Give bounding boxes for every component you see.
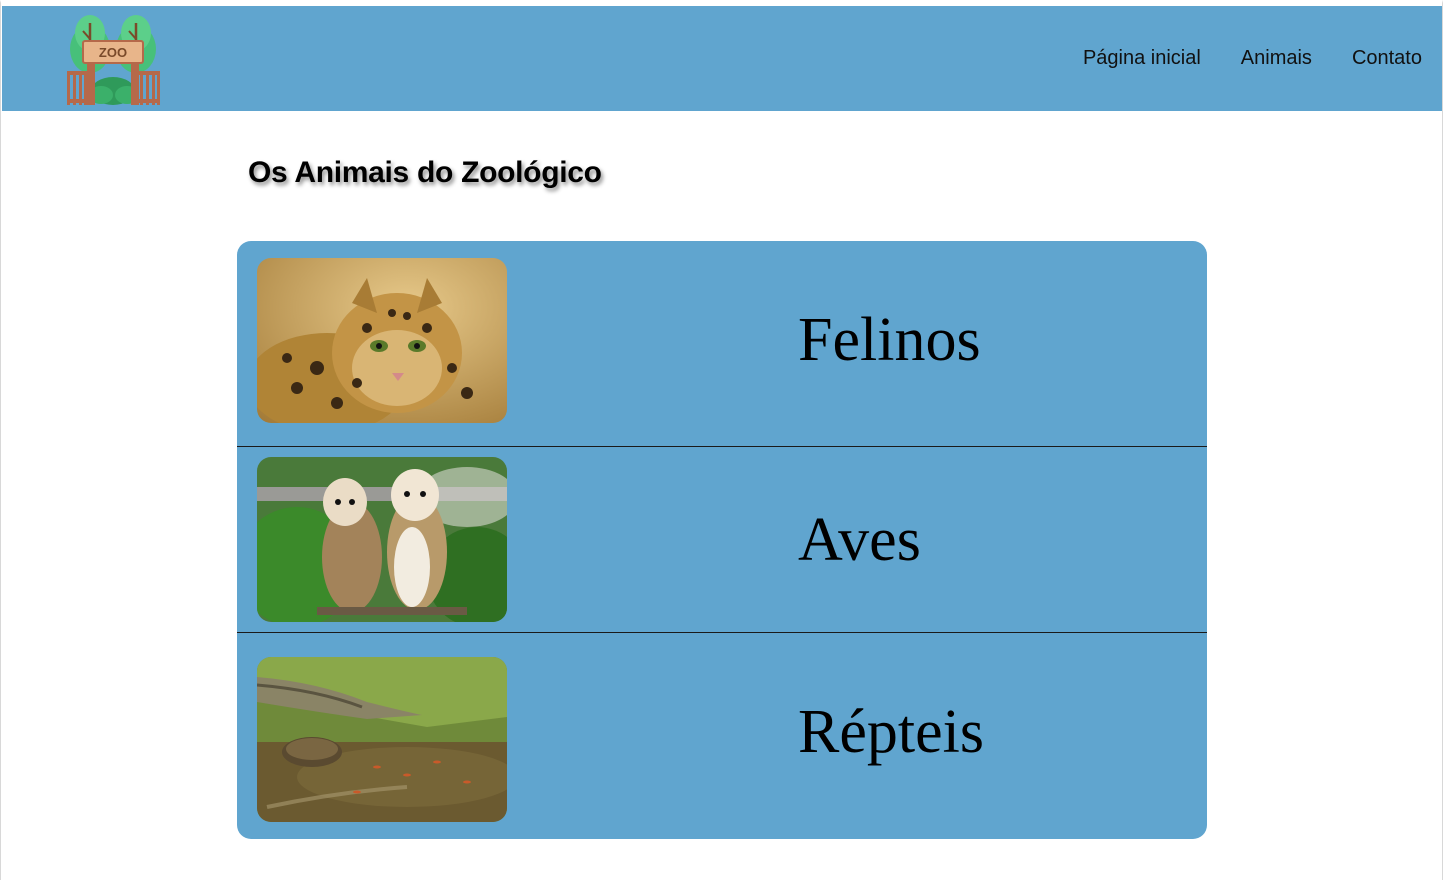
category-row-felinos[interactable] [237,241,1207,447]
zoo-gate-icon [65,11,161,105]
category-label-aves[interactable]: Aves [798,506,921,574]
zoo-logo[interactable] [65,11,161,105]
wild-cat-image[interactable] [257,258,507,423]
category-row-aves[interactable] [237,447,1207,633]
category-label-repteis[interactable]: Répteis [798,698,984,766]
categories-panel [237,241,1207,839]
category-row-repteis[interactable] [237,633,1207,839]
main-nav [1043,6,1422,111]
barn-owls-image[interactable] [257,457,507,622]
nav-link-contact[interactable]: Contato [1351,47,1422,69]
category-label-felinos[interactable]: Felinos [798,306,981,374]
caiman-turtle-image[interactable] [257,657,507,822]
page-title: Os Animais do Zoológico [248,156,602,189]
nav-link-animals[interactable]: Animais [1240,47,1312,69]
logo-text: ZOO [98,45,128,60]
nav-link-home[interactable]: Página inicial [1082,47,1201,69]
site-header [2,6,1442,111]
